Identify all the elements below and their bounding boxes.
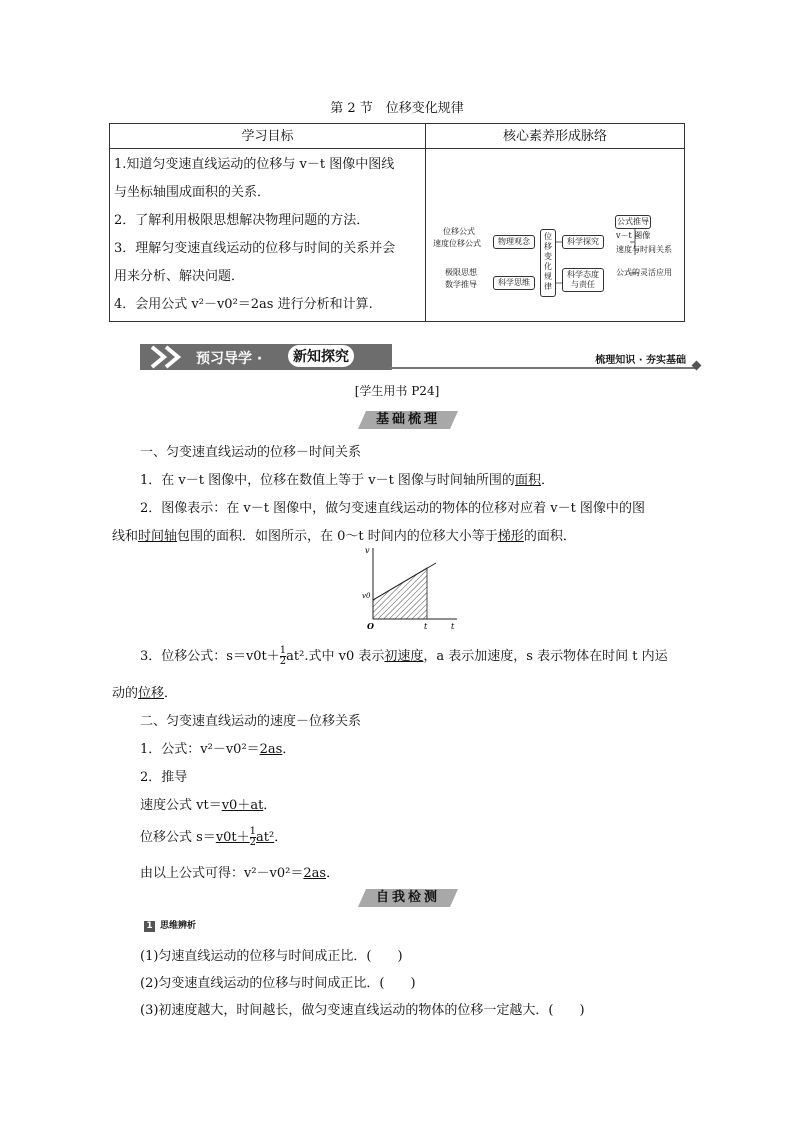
- t-axis-label: t: [451, 622, 455, 631]
- question-1: (1)匀速直线运动的位移与时间成正比．( ): [140, 949, 403, 964]
- goal-line: 2．了解利用极限思想解决物理问题的方法．: [114, 213, 370, 228]
- map-node-scientific-inquiry: 科学探究: [562, 235, 604, 249]
- map-label-vt-graph: v－t 图像: [616, 231, 651, 240]
- question-2: (2)匀变速直线运动的位移与时间成正比．( ): [140, 976, 416, 991]
- map-label-velocity-position-formula: 速度位移公式: [433, 239, 481, 248]
- s1-item-2-line1: 2．图像表示：在 v－t 图像中，做匀变速直线运动的物体的位移对应着 v－t 图像中的图: [140, 501, 645, 516]
- vt-graph: [362, 544, 462, 632]
- s1-item-2-line2: 线和时间轴包围的面积．如图所示，在 0～t 时间内的位移大小等于梯形的面积．: [112, 529, 576, 544]
- col2-header: 核心素养形成脉络: [426, 124, 685, 149]
- goals-cell: [110, 149, 426, 322]
- tag-number: 1: [144, 921, 155, 932]
- map-label-math-derivation: 数学推导: [445, 280, 477, 289]
- section-banner: [140, 344, 700, 370]
- map-node-scientific-thinking: 科学思维: [493, 276, 535, 290]
- map-node-center: 位移变化规律: [540, 229, 556, 297]
- banner-rule: [390, 367, 696, 369]
- goal-line: 与坐标轴围成面积的关系．: [114, 185, 271, 200]
- concept-map-cell: [426, 149, 685, 322]
- s2-conclusion: 由以上公式可得：v²－v0²＝2as．: [140, 866, 340, 881]
- section-title: 第 2 节 位移变化规律: [330, 101, 464, 116]
- question-3: (3)初速度越大，时间越长，做匀变速直线运动的物体的位移一定越大．( ): [140, 1003, 585, 1018]
- goal-line: 1.知道匀变速直线运动的位移与 v－t 图像中图线: [114, 157, 395, 172]
- banner-right-text: 梳理知识 · 夯实基础: [595, 355, 686, 366]
- banner-title: 预习导学 ·: [196, 351, 263, 367]
- s2-position-formula: 位移公式 s＝v0t＋ $\frac{1}{2}$ at²．: [140, 826, 288, 848]
- tag-text: 思维辨析: [160, 921, 197, 931]
- heading-self-check: 自我检测: [358, 889, 458, 907]
- objectives-table: [109, 123, 685, 322]
- fraction-half: $\frac{1}{2}$: [279, 645, 287, 667]
- concept-map: [427, 150, 683, 312]
- v0-label: v0: [362, 592, 371, 600]
- map-label-position-formula: 位移公式: [443, 227, 475, 236]
- s2-item-2: 2．推导: [140, 770, 188, 785]
- map-node-attitude: 科学态度 与责任: [562, 268, 604, 292]
- map-label-flexible-application: 公式的灵活应用: [616, 268, 672, 277]
- goal-line: 4．会用公式 v²－v0²＝2as 进行分析和计算.: [114, 297, 373, 312]
- goal-line: 用来分析、解决问题．: [114, 269, 245, 284]
- col1-header: 学习目标: [110, 124, 426, 149]
- goal-line: 3．理解匀变速直线运动的位移与时间的关系并会: [114, 241, 396, 256]
- banner-subtitle: 新知探究: [288, 345, 354, 367]
- map-label-velocity-time: 速度与时间关系: [616, 245, 672, 254]
- map-label-limit-idea: 极限思想: [445, 268, 477, 277]
- page-reference: [学生用书 P24]: [354, 384, 440, 398]
- map-node-physics-concept: 物理观念: [493, 235, 535, 249]
- fraction-half: $\frac{1}{2}$: [249, 826, 257, 848]
- map-node-formula-derivation: 公式推导: [615, 215, 651, 229]
- s2-item-1: 1．公式：v²－v0²＝2as．: [140, 742, 296, 757]
- heading-basic: 基础梳理: [358, 411, 458, 429]
- v-axis-label: v: [365, 546, 370, 555]
- s2-title: 二、匀变速直线运动的速度－位移关系: [140, 714, 362, 729]
- s2-velocity-formula: 速度公式 vt＝v0＋at．: [140, 798, 277, 813]
- double-chevron-icon: [144, 344, 192, 370]
- thinking-tag: [144, 918, 196, 932]
- s1-title: 一、匀变速直线运动的位移－时间关系: [140, 445, 362, 460]
- s1-item-1: 1．在 v－t 图像中，位移在数值上等于 v－t 图像与时间轴所围的面积．: [140, 473, 554, 488]
- origin-label: O: [367, 621, 374, 631]
- s1-item-3-line1: 3．位移公式：s＝v0t＋ $\frac{1}{2}$ at².式中 v0 表示初速度，a 表示加速度，s 表示物体在时间 t 内运: [140, 645, 668, 667]
- s1-item-3-line2: 动的位移．: [112, 686, 178, 701]
- t-mark-label: t: [424, 622, 428, 631]
